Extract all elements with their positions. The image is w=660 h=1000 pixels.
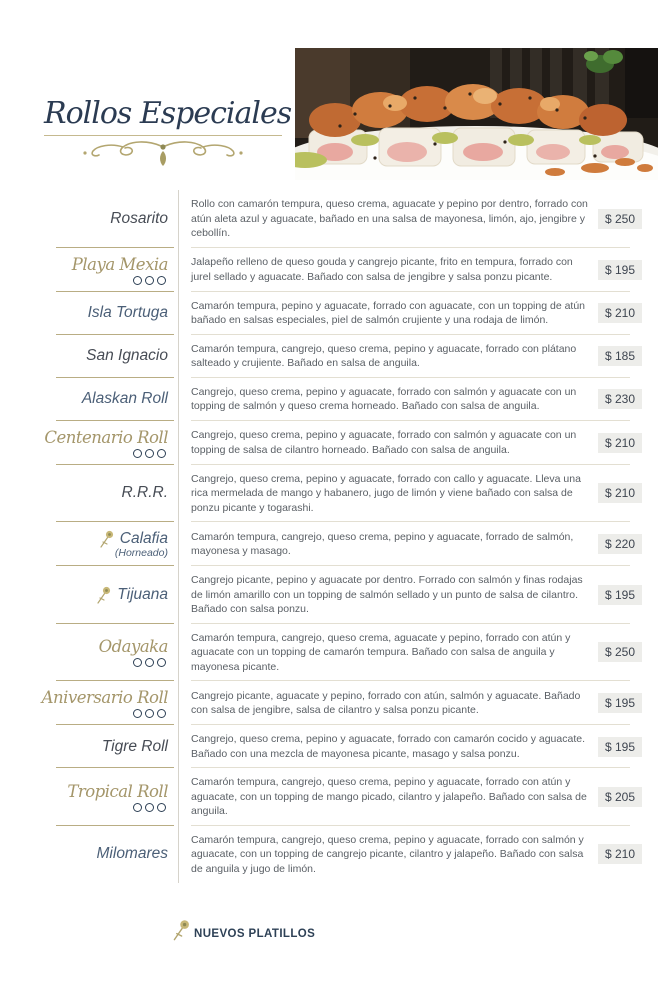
item-description: Camarón tempura, cangrejo, queso crema, pepino y aguacate, forrado con atún y aguacate, con un topping de mango picado, cilantro y jalapeño. Bañado con salsa de anguila. [191, 776, 587, 817]
item-price: $ 230 [598, 389, 642, 409]
item-name: San Ignacio [86, 347, 168, 364]
chili-pepper-icon [172, 918, 190, 942]
item-name: Rosarito [110, 209, 168, 227]
menu-item-row [40, 681, 646, 725]
menu-item-row [40, 725, 646, 768]
item-name: Milomares [96, 845, 168, 863]
item-body-cell [178, 522, 646, 566]
item-subtitle: (Horneado) [114, 547, 168, 559]
chili-pepper-icon [99, 529, 114, 549]
item-price: $ 185 [598, 346, 642, 366]
item-body-cell [178, 190, 646, 248]
chili-pepper-icon [96, 585, 111, 605]
item-description: Rollo con camarón tempura, queso crema, aguacate y pepino por dentro, forrado con atún aleta azul y aguacate, bañado en una salsa de mayonesa, limón, ajo, jengibre y cebollín. [191, 198, 588, 239]
item-body-cell [178, 248, 646, 292]
legend-label: NUEVOS PLATILLOS [194, 928, 316, 940]
item-name: Isla Tortuga [87, 304, 168, 321]
item-name-cell [40, 725, 178, 768]
item-body-cell [178, 768, 646, 826]
item-description: Cangrejo, queso crema, pepino y aguacate, forrado con camarón cocido y aguacate. Bañado con una mezcla de mayonesa picante, masago y salsa ponzu. [191, 733, 585, 760]
item-body-cell [178, 335, 646, 378]
item-price: $ 210 [598, 303, 642, 323]
item-name: Tropical Roll [67, 781, 168, 801]
item-description: Camarón tempura, cangrejo, queso crema, pepino y aguacate, forrado con plátano salteado y crujiente. Bañado en salsa de anguila. [191, 342, 577, 369]
item-name: R.R.R. [121, 484, 168, 502]
item-description: Cangrejo, queso crema, pepino y aguacate, forrado con callo y aguacate. Lleva una rica mermelada de mango y habanero, jugo de limón y viene bañado con salsa de ponzu picante y togarashi. [191, 472, 581, 514]
item-name-cell [40, 292, 178, 335]
item-description: Cangrejo, queso crema, pepino y aguacate, forrado con salmón y aguacate con un topping de salsa de cilantro horneado. Bañado con salsa de anguila. [191, 429, 577, 456]
item-price: $ 205 [598, 787, 642, 807]
menu-item-row [40, 190, 646, 248]
item-name-cell [40, 522, 178, 566]
menu-item-row [40, 566, 646, 624]
triple-circles-badge [133, 709, 166, 718]
menu-list [40, 190, 646, 883]
item-body-cell [178, 465, 646, 523]
menu-item-row [40, 292, 646, 335]
footer-legend [172, 918, 315, 942]
item-name: Tijuana [117, 585, 168, 603]
item-body-cell [178, 826, 646, 884]
menu-item-row [40, 465, 646, 523]
item-name-cell [40, 681, 178, 725]
item-name-cell [40, 335, 178, 378]
triple-circles-badge [133, 276, 166, 285]
item-name: Tigre Roll [101, 737, 168, 755]
item-description: Cangrejo picante, pepino y aguacate por dentro. Forrado con salmón y finas rodajas de limón amarillo con un topping de salmón sellado y un punto de salsa de cilantro. Bañado con salsa ponzu. [191, 574, 583, 615]
menu-item-row [40, 522, 646, 566]
triple-circles-badge [133, 803, 166, 812]
item-name-cell [40, 624, 178, 682]
menu-item-row [40, 421, 646, 465]
menu-item-row [40, 624, 646, 682]
item-price: $ 195 [598, 260, 642, 280]
item-name: Aniversario Roll [41, 688, 168, 707]
item-name-cell [40, 248, 178, 292]
item-name-cell [40, 566, 178, 624]
item-name: Playa Mexia [71, 254, 168, 274]
item-price: $ 210 [598, 483, 642, 503]
item-name: Odayaka [98, 637, 168, 657]
page-title: Rollos Especiales [44, 96, 282, 136]
item-name-cell [40, 190, 178, 248]
item-name-cell [40, 826, 178, 884]
triple-circles-badge [133, 449, 166, 458]
item-body-cell [178, 378, 646, 421]
item-price: $ 210 [598, 844, 642, 864]
item-description: Cangrejo picante, aguacate y pepino, forrado con atún, salmón y aguacate. Bañado con salsa de jengibre, salsa de cilantro y salsa ponzu picante. [191, 689, 581, 716]
item-name-cell [40, 465, 178, 523]
menu-item-row [40, 248, 646, 292]
item-price: $ 195 [598, 737, 642, 757]
item-name: Alaskan Roll [81, 390, 168, 407]
item-name-cell [40, 378, 178, 421]
item-body-cell [178, 566, 646, 624]
item-name: Calafia [119, 530, 168, 547]
item-description: Camarón tempura, pepino y aguacate, forrado con aguacate, con un topping de atún bañado en salsas especiales, piel de salmón crujiente y una rodaja de limón. [191, 299, 586, 326]
item-name-cell [40, 768, 178, 826]
sushi-roll-photo [295, 48, 658, 180]
item-body-cell [178, 624, 646, 682]
menu-item-row [40, 335, 646, 378]
item-price: $ 195 [598, 585, 642, 605]
item-price: $ 220 [598, 534, 642, 554]
item-name-cell [40, 421, 178, 465]
item-price: $ 250 [598, 642, 642, 662]
item-name: Centenario Roll [44, 427, 168, 447]
menu-item-row [40, 826, 646, 884]
item-price: $ 250 [598, 209, 642, 229]
flourish-ornament-icon [73, 138, 253, 170]
menu-item-row [40, 378, 646, 421]
item-price: $ 195 [598, 693, 642, 713]
menu-header [44, 96, 292, 170]
item-description: Cangrejo, queso crema, pepino y aguacate, forrado con salmón y aguacate con un topping de salmón y queso crema horneado. Bañado con salsa de anguila. [191, 385, 577, 412]
triple-circles-badge [133, 658, 166, 667]
menu-item-row [40, 768, 646, 826]
item-description: Jalapeño relleno de queso gouda y cangrejo picante, frito en tempura, forrado con jurel sellado y aguacate. Bañado con salsa de jengibre y salsa ponzu picante. [191, 256, 573, 283]
item-description: Camarón tempura, cangrejo, queso crema, pepino y aguacate, forrado de salmón, mayonesa y masago. [191, 530, 574, 557]
item-body-cell [178, 421, 646, 465]
item-description: Camarón tempura, cangrejo, queso crema, pepino y aguacate, forrado con salmón y aguacate, con un topping de cangrejo picante, cilantro y jalapeño. Bañado con salsa de anguila y jugo de limón. [191, 833, 584, 875]
item-description: Camarón tempura, cangrejo, queso crema, aguacate y pepino, forrado con atún y aguacate con un topping de camarón tempura. Bañado con salsa de anguila y mayonesa picante. [191, 631, 571, 673]
item-body-cell [178, 725, 646, 768]
item-body-cell [178, 292, 646, 335]
item-body-cell [178, 681, 646, 725]
item-price: $ 210 [598, 433, 642, 453]
